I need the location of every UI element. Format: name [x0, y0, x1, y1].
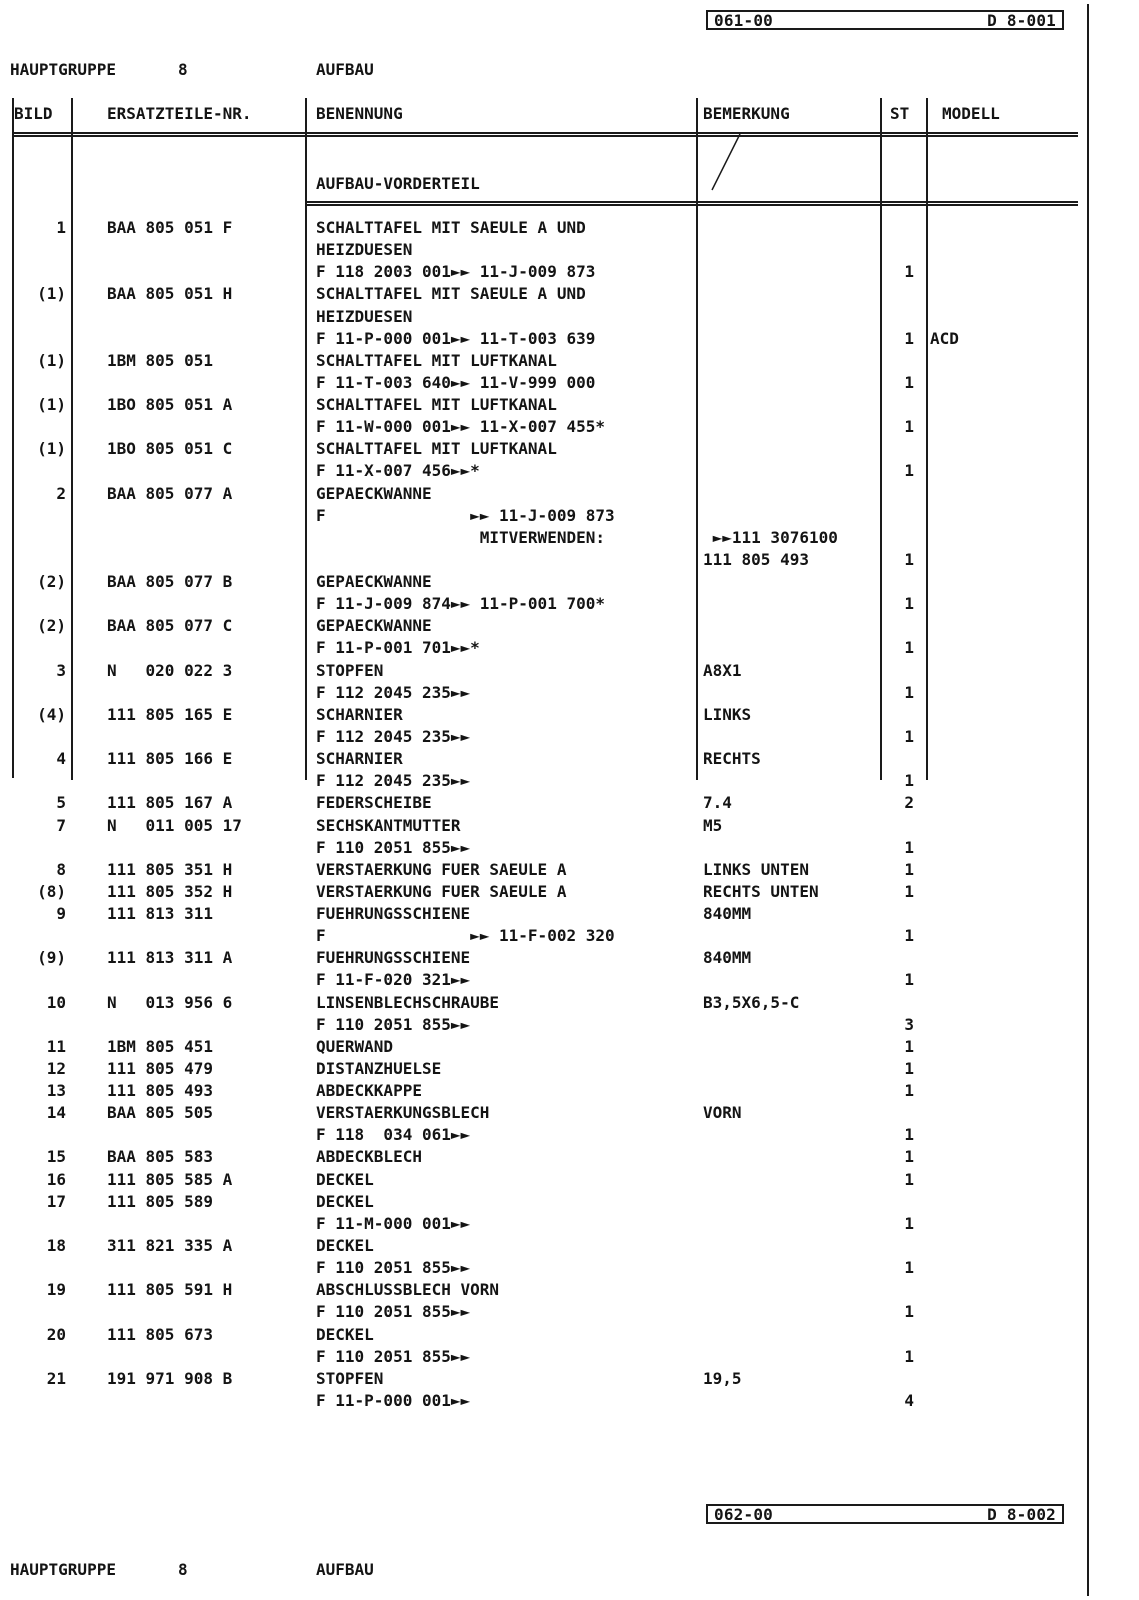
st-cell: 1 — [904, 1058, 914, 1078]
bild-cell: 20 — [46, 1324, 66, 1344]
part-number-cell: BAA 805 051 H — [107, 284, 233, 304]
part-number-cell: 111 805 479 — [107, 1058, 213, 1078]
benennung-cell: SCHALTTAFEL MIT SAEULE A UND — [316, 284, 586, 304]
part-number-cell: N 013 956 6 — [107, 992, 233, 1012]
bemerkung-cell: 840MM — [703, 904, 752, 924]
st-cell: 1 — [904, 837, 914, 857]
benennung-cell: F 11-F-020 321►► — [316, 970, 471, 990]
benennung-cell: F ►► 11-J-009 873 — [316, 505, 615, 525]
st-cell: 1 — [904, 372, 914, 392]
part-number-cell: 111 805 493 — [107, 1081, 213, 1101]
st-cell: 1 — [904, 1302, 914, 1322]
st-cell: 1 — [904, 328, 914, 348]
st-cell: 1 — [904, 549, 914, 569]
benennung-cell: F ►► 11-F-002 320 — [316, 926, 615, 946]
bemerkung-cell: VORN — [703, 1103, 742, 1123]
bemerkung-cell: RECHTS — [703, 749, 761, 769]
benennung-cell: VERSTAERKUNGSBLECH — [316, 1103, 490, 1123]
benennung-cell: QUERWAND — [316, 1036, 394, 1056]
footer-group-label: HAUPTGRUPPE — [10, 1560, 116, 1579]
benennung-cell: SCHARNIER — [316, 749, 403, 769]
benennung-cell: HEIZDUESEN — [316, 306, 413, 326]
bild-cell: 5 — [56, 793, 66, 813]
benennung-cell: F 11-J-009 874►► 11-P-001 700* — [316, 594, 605, 614]
st-cell: 1 — [904, 926, 914, 946]
benennung-cell: F 110 2051 855►► — [316, 1302, 471, 1322]
benennung-cell: DECKEL — [316, 1324, 374, 1344]
benennung-cell: F 11-P-000 001►► 11-T-003 639 — [316, 328, 596, 348]
benennung-cell: VERSTAERKUNG FUER SAEULE A — [316, 881, 567, 901]
benennung-cell: F 11-P-000 001►► — [316, 1390, 471, 1410]
benennung-cell: ABDECKKAPPE — [316, 1081, 422, 1101]
benennung-cell: ABDECKBLECH — [316, 1147, 422, 1167]
section-code: D 8-002 — [987, 1504, 1056, 1524]
page-reference-bottom — [706, 1504, 1064, 1524]
st-cell: 4 — [904, 1390, 914, 1410]
page-code: 062-00 — [714, 1504, 773, 1524]
bild-cell: 18 — [46, 1235, 66, 1255]
column-header-part-number: ERSATZTEILE-NR. — [107, 104, 252, 123]
bild-cell: (8) — [37, 881, 66, 901]
bemerkung-cell: M5 — [703, 815, 723, 835]
bemerkung-cell: A8X1 — [703, 660, 742, 680]
st-cell: 1 — [904, 638, 914, 658]
st-cell: 1 — [904, 594, 914, 614]
benennung-cell: F 112 2045 235►► — [316, 682, 471, 702]
column-header-modell: MODELL — [942, 104, 1000, 123]
part-number-cell: BAA 805 051 F — [107, 218, 233, 237]
st-cell: 1 — [904, 1036, 914, 1056]
bild-cell: (1) — [37, 284, 66, 304]
benennung-cell: FUEHRUNGSSCHIENE — [316, 904, 471, 924]
modell-cell: ACD — [930, 328, 959, 348]
part-number-cell: BAA 805 077 A — [107, 483, 233, 503]
benennung-cell: VERSTAERKUNG FUER SAEULE A — [316, 859, 567, 879]
bild-cell: 14 — [46, 1103, 66, 1123]
benennung-cell: STOPFEN — [316, 660, 384, 680]
benennung-cell: HEIZDUESEN — [316, 240, 413, 260]
bild-cell: 4 — [56, 749, 66, 769]
part-number-cell: 1BO 805 051 C — [107, 439, 233, 459]
bild-cell: 16 — [46, 1169, 66, 1189]
benennung-cell: DISTANZHUELSE — [316, 1058, 442, 1078]
bild-cell: 13 — [46, 1081, 66, 1101]
st-cell: 1 — [904, 682, 914, 702]
bild-cell: 8 — [56, 859, 66, 879]
benennung-cell: STOPFEN — [316, 1368, 384, 1388]
column-header-st: ST — [890, 104, 910, 123]
bild-cell: 19 — [46, 1280, 66, 1300]
st-cell: 1 — [904, 771, 914, 791]
bild-cell: (4) — [37, 704, 66, 724]
bild-cell: (9) — [37, 948, 66, 968]
bild-cell: 17 — [46, 1191, 66, 1211]
bemerkung-cell: LINKS UNTEN — [703, 859, 809, 879]
benennung-cell: SCHALTTAFEL MIT LUFTKANAL — [316, 350, 557, 370]
part-number-cell: 111 805 166 E — [107, 749, 233, 769]
benennung-cell: DECKEL — [316, 1191, 374, 1211]
part-number-cell: BAA 805 583 — [107, 1147, 213, 1167]
footer-group-number: 8 — [178, 1560, 188, 1579]
bild-cell: 10 — [46, 992, 66, 1012]
part-number-cell: 311 821 335 A — [107, 1235, 233, 1255]
benennung-cell: F 11-X-007 456►►* — [316, 461, 480, 481]
benennung-cell: DECKEL — [316, 1169, 374, 1189]
bemerkung-cell: RECHTS UNTEN — [703, 881, 819, 901]
bild-cell: 3 — [56, 660, 66, 680]
bild-cell: 9 — [56, 904, 66, 924]
part-number-cell: 191 971 908 B — [107, 1368, 233, 1388]
part-number-cell: 1BM 805 451 — [107, 1036, 213, 1056]
st-cell: 1 — [904, 1213, 914, 1233]
bemerkung-cell: 7.4 — [703, 793, 732, 813]
part-number-cell: 111 805 165 E — [107, 704, 233, 724]
bild-cell: (1) — [37, 350, 66, 370]
st-cell: 1 — [904, 1346, 914, 1366]
benennung-cell: SCHALTTAFEL MIT SAEULE A UND — [316, 218, 586, 237]
st-cell: 1 — [904, 726, 914, 746]
st-cell: 3 — [904, 1014, 914, 1034]
benennung-cell: F 112 2045 235►► — [316, 726, 471, 746]
benennung-cell: GEPAECKWANNE — [316, 572, 432, 592]
benennung-cell: F 11-T-003 640►► 11-V-999 000 — [316, 372, 596, 392]
bild-cell: 21 — [46, 1368, 66, 1388]
bild-cell: (2) — [37, 572, 66, 592]
part-number-cell: 111 805 351 H — [107, 859, 233, 879]
benennung-cell: LINSENBLECHSCHRAUBE — [316, 992, 500, 1012]
bemerkung-cell: 840MM — [703, 948, 752, 968]
part-number-cell: 111 805 589 — [107, 1191, 213, 1211]
part-number-cell: 111 805 352 H — [107, 881, 233, 901]
group-number: 8 — [178, 60, 188, 79]
part-number-cell: BAA 805 505 — [107, 1103, 213, 1123]
part-number-cell: 111 805 167 A — [107, 793, 233, 813]
benennung-cell: GEPAECKWANNE — [316, 483, 432, 503]
st-cell: 1 — [904, 262, 914, 282]
benennung-cell: SCHALTTAFEL MIT LUFTKANAL — [316, 439, 557, 459]
benennung-cell: SECHSKANTMUTTER — [316, 815, 461, 835]
benennung-cell: F 11-M-000 001►► — [316, 1213, 471, 1233]
st-cell: 1 — [904, 417, 914, 437]
bild-cell: 15 — [46, 1147, 66, 1167]
bemerkung-cell: ►►111 3076100 — [703, 527, 838, 547]
part-number-cell: 1BO 805 051 A — [107, 395, 233, 415]
benennung-cell: GEPAECKWANNE — [316, 616, 432, 636]
benennung-cell: SCHARNIER — [316, 704, 403, 724]
benennung-cell: F 118 034 061►► — [316, 1125, 471, 1145]
st-cell: 1 — [904, 1125, 914, 1145]
benennung-cell: F 11-W-000 001►► 11-X-007 455* — [316, 417, 605, 437]
benennung-cell: F 110 2051 855►► — [316, 1346, 471, 1366]
benennung-cell: F 110 2051 855►► — [316, 837, 471, 857]
benennung-cell: F 11-P-001 701►►* — [316, 638, 480, 658]
part-number-cell: BAA 805 077 B — [107, 572, 233, 592]
st-cell: 1 — [904, 1169, 914, 1189]
section-title: AUFBAU-VORDERTEIL — [316, 174, 480, 193]
benennung-cell: FEDERSCHEIBE — [316, 793, 432, 813]
st-cell: 1 — [904, 1258, 914, 1278]
bild-cell: (1) — [37, 439, 66, 459]
page-code: 061-00 — [714, 10, 773, 30]
part-number-cell: N 011 005 17 — [107, 815, 242, 835]
part-number-cell: 111 813 311 — [107, 904, 213, 924]
bemerkung-cell: LINKS — [703, 704, 752, 724]
group-label: HAUPTGRUPPE — [10, 60, 116, 79]
part-number-cell: 111 805 673 — [107, 1324, 213, 1344]
bild-cell: 12 — [46, 1058, 66, 1078]
st-cell: 1 — [904, 1147, 914, 1167]
bemerkung-cell: 19,5 — [703, 1368, 742, 1388]
bild-cell: (1) — [37, 395, 66, 415]
bild-cell: (2) — [37, 616, 66, 636]
part-number-cell: 111 805 591 H — [107, 1280, 233, 1300]
group-name: AUFBAU — [316, 60, 374, 79]
st-cell: 2 — [904, 793, 914, 813]
bemerkung-cell: 111 805 493 — [703, 549, 809, 569]
column-header-bild: BILD — [14, 104, 53, 123]
st-cell: 1 — [904, 859, 914, 879]
column-header-bemerkung: BEMERKUNG — [703, 104, 790, 123]
benennung-cell: FUEHRUNGSSCHIENE — [316, 948, 471, 968]
part-number-cell: 1BM 805 051 — [107, 350, 213, 370]
part-number-cell: 111 805 585 A — [107, 1169, 233, 1189]
benennung-cell: F 110 2051 855►► — [316, 1014, 471, 1034]
bild-cell: 11 — [46, 1036, 66, 1056]
part-number-cell: 111 813 311 A — [107, 948, 233, 968]
benennung-cell: DECKEL — [316, 1235, 374, 1255]
benennung-cell: F 110 2051 855►► — [316, 1258, 471, 1278]
benennung-cell: SCHALTTAFEL MIT LUFTKANAL — [316, 395, 557, 415]
st-cell: 1 — [904, 970, 914, 990]
column-header-benennung: BENENNUNG — [316, 104, 403, 123]
footer-group-name: AUFBAU — [316, 1560, 374, 1579]
benennung-cell: MITVERWENDEN: — [316, 527, 605, 547]
part-number-cell: N 020 022 3 — [107, 660, 233, 680]
part-number-cell: BAA 805 077 C — [107, 616, 233, 636]
benennung-cell: F 112 2045 235►► — [316, 771, 471, 791]
benennung-cell: ABSCHLUSSBLECH VORN — [316, 1280, 500, 1300]
bemerkung-cell: B3,5X6,5-C — [703, 992, 800, 1012]
bild-cell: 7 — [56, 815, 66, 835]
benennung-cell: F 118 2003 001►► 11-J-009 873 — [316, 262, 596, 282]
st-cell: 1 — [904, 881, 914, 901]
st-cell: 1 — [904, 461, 914, 481]
bild-cell: 2 — [56, 483, 66, 503]
section-code: D 8-001 — [987, 10, 1056, 30]
bild-cell: 1 — [56, 218, 66, 237]
st-cell: 1 — [904, 1081, 914, 1101]
